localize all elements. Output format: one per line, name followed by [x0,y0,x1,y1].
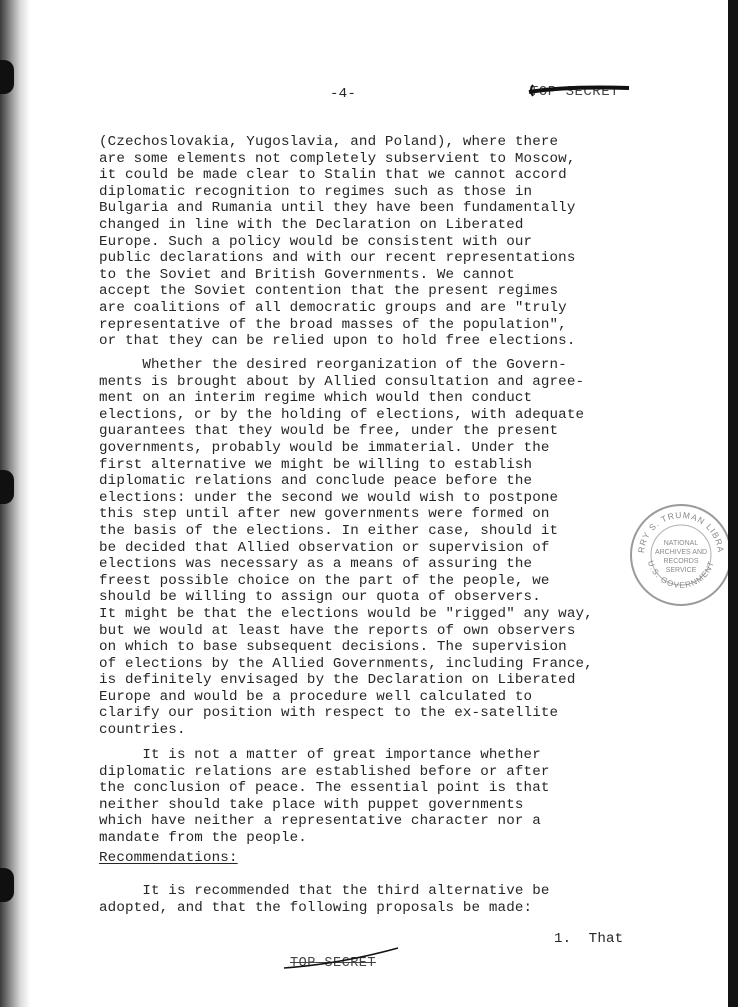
stamp-line-1: NATIONAL [663,540,699,547]
stamp-line-3: RECORDS [663,558,699,565]
stamp-line-2: ARCHIVES AND [654,549,708,556]
section-heading: Recommendations: [99,850,238,866]
page-number: -4- [330,86,356,102]
paragraph-1: (Czechoslovakia, Yugoslavia, and Poland), where there are some elements not completely subservient to Moscow, it could be made clear to Stalin that we cannot accord diplomatic recognition to regimes such as those in Bulgaria and Rumania until they have been fundamentally changed in line with the Declaration on Liberated Europe. Such a policy would be consistent with our public declarations and with our recent representations to the Soviet and British Governments. We cannot accept the Soviet contention that the present regimes are coalitions of all democratic groups and are "truly representative of the broad masses of the population", or that they can be relied upon to hold free elections. [99,134,576,350]
footer-classification-mark: TOP SECRET [290,956,377,971]
binder-hole-bottom [0,868,14,902]
recommendation-intro: It is recommended that the third alternative be adopted, and that the following proposals be made: [99,883,550,916]
stamp-line-4: SERVICE [665,567,697,574]
next-page-cue: 1. That [554,931,624,947]
header-strikethrough-mark [527,84,631,98]
binder-hole-middle [0,470,14,504]
archive-stamp [626,500,728,610]
scan-right-edge [728,0,738,1007]
stamp-arc-top-text: RRY S. TRUMAN LIBRA [635,509,727,554]
header-classification-mark: TOP SECRET [530,84,620,100]
footer-strikethrough-mark [280,944,400,974]
stamp-arc-bottom-text: U.S. GOVERNMENT [645,559,717,590]
paragraph-2: Whether the desired reorganization of the Govern- ments is brought about by Allied consultation and agree- ment on an interim regime which would then conduct elections, or by the holding of elections, with adequate guarantees that they would be free, under the present governments, probably would be immaterial. Under the first alternative we might be willing to establish diplomatic relations and conclude peace before the elections: under the second we would wish to postpone this step until after new governments were formed on the basis of the elections. In either case, should it be decided that Allied observation or supervision of elections was necessary as a means of assuring the freest possible choice on the part of the people, we should be willing to assign our quota of observers. It might be that the elections would be "rigged" any way, but we would at least have the reports of own observers on which to base subsequent decisions. The supervision of elections by the Allied Governments, including France, is definitely envisaged by the Declaration on Liberated Europe and would be a procedure well calculated to clarify our position with respect to the ex-satellite countries. [99,357,593,739]
binder-hole-top [0,60,14,94]
archive-stamp-seal-icon [626,500,728,610]
paragraph-3: It is not a matter of great importance whether diplomatic relations are established before or after the conclusion of peace. The essential point is that neither should take place with puppet governments which have neither a representative character nor a mandate from the people. [99,747,550,846]
